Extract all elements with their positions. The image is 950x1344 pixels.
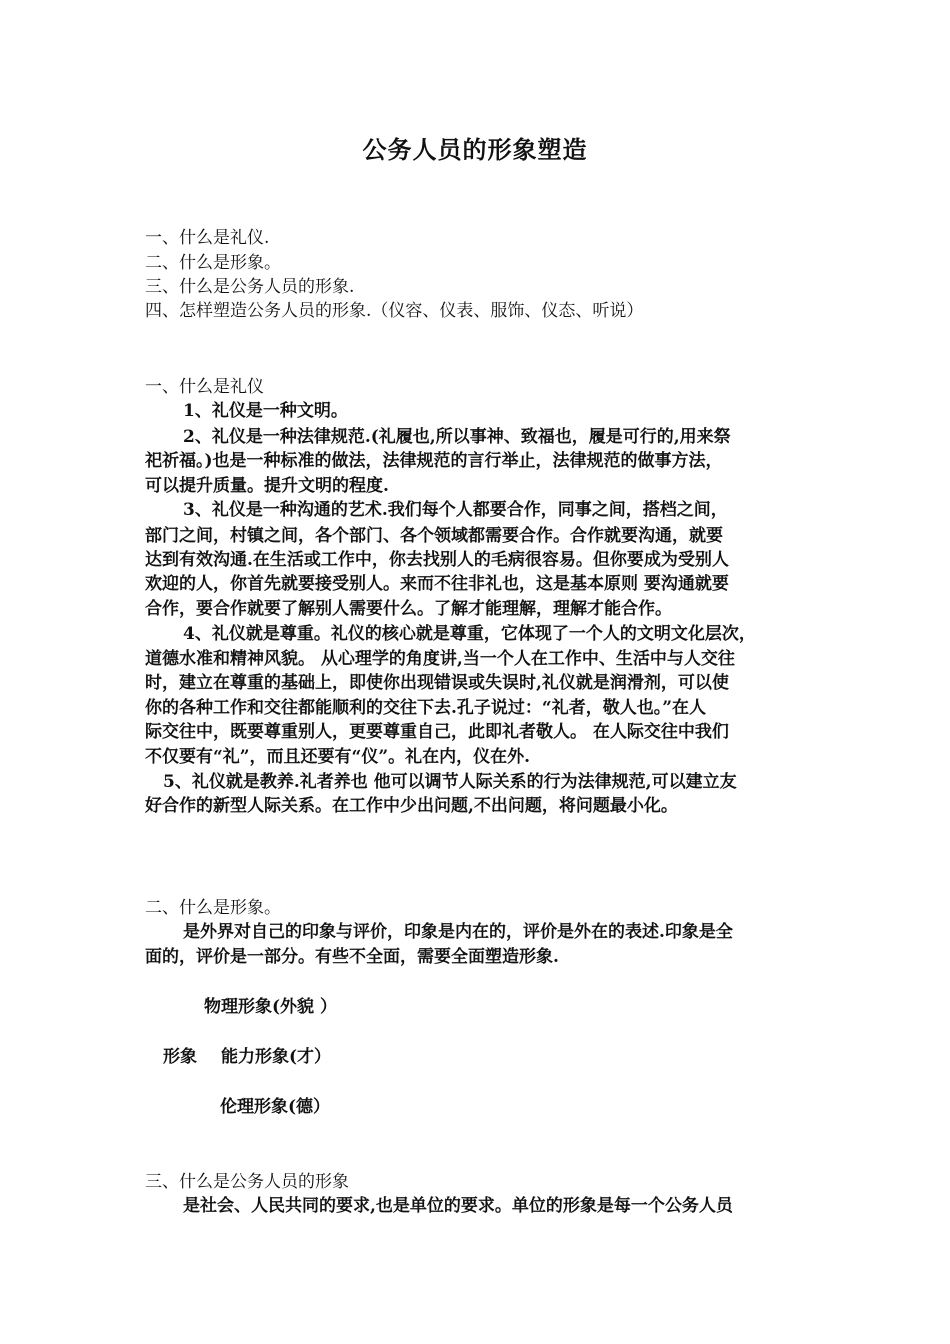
outline-item-2: 二、什么是形象。 bbox=[145, 253, 281, 273]
image-type-ability: 能力形象(才） bbox=[221, 1047, 332, 1067]
section3-heading: 三、什么是公务人员的形象 bbox=[145, 1172, 349, 1192]
document-title: 公务人员的形象塑造 bbox=[362, 135, 588, 164]
section1-line: 欢迎的人，你首先就要接受别人。来而不往非礼也，这是基本原则 要沟通就要 bbox=[145, 574, 729, 594]
section1-line: 3、礼仪是一种沟通的艺术.我们每个人都要合作，同事之间，搭档之间， bbox=[183, 500, 728, 520]
section1-line: 1、礼仪是一种文明。 bbox=[183, 401, 348, 421]
section1-line: 好合作的新型人际关系。在工作中少出问题,不出问题，将问题最小化。 bbox=[145, 796, 678, 816]
section1-line: 2、礼仪是一种法律规范.(礼履也,所以事神、致福也，履是可行的,用来祭 bbox=[183, 427, 731, 447]
section1-line: 时，建立在尊重的基础上，即使你出现错误或失误时,礼仪就是润滑剂，可以使 bbox=[145, 673, 729, 693]
image-type-physical: 物理形象(外貌 ） bbox=[204, 997, 337, 1017]
section1-line: 合作，要合作就要了解别人需要什么。了解才能理解，理解才能合作。 bbox=[145, 599, 672, 619]
section2-line: 是外界对自己的印象与评价，印象是内在的，评价是外在的表述.印象是全 bbox=[183, 922, 733, 942]
section1-line: 可以提升质量。提升文明的程度. bbox=[145, 476, 389, 496]
section1-line: 4、礼仪就是尊重。礼仪的核心就是尊重，它体现了一个人的文明文化层次， bbox=[183, 624, 756, 644]
section2-line: 面的，评价是一部分。有些不全面，需要全面塑造形象. bbox=[145, 947, 559, 967]
outline-item-4: 四、怎样塑造公务人员的形象.（仪容、仪表、服饰、仪态、听说） bbox=[145, 301, 644, 321]
image-type-ethical: 伦理形象(德） bbox=[220, 1097, 331, 1117]
section3-line: 是社会、人民共同的要求,也是单位的要求。单位的形象是每一个公务人员 bbox=[183, 1196, 733, 1216]
section1-line: 部门之间，村镇之间，各个部门、各个领域都需要合作。合作就要沟通，就要 bbox=[145, 526, 723, 546]
section1-line: 你的各种工作和交往都能顺利的交往下去.孔子说过：“礼者，敬人也。”在人 bbox=[145, 698, 706, 718]
section2-heading: 二、什么是形象。 bbox=[145, 898, 281, 918]
section1-heading: 一、什么是礼仪 bbox=[145, 377, 264, 397]
section1-line: 际交往中，既要尊重别人，更要尊重自己，此即礼者敬人。 在人际交往中我们 bbox=[145, 722, 729, 742]
section1-line: 5、礼仪就是教养.礼者养也 他可以调节人际关系的行为法律规范,可以建立友 bbox=[163, 772, 737, 792]
section1-line: 不仅要有“礼”，而且还要有“仪”。礼在内，仪在外. bbox=[145, 747, 531, 767]
section1-line: 道德水准和精神风貌。 从心理学的角度讲,当一个人在工作中、生活中与人交往 bbox=[145, 649, 735, 669]
outline-item-1: 一、什么是礼仪. bbox=[145, 228, 270, 248]
section1-line: 祀祈福。)也是一种标准的做法，法律规范的言行举止，法律规范的做事方法， bbox=[145, 451, 723, 471]
image-label: 形象 bbox=[163, 1047, 197, 1067]
outline-item-3: 三、什么是公务人员的形象. bbox=[145, 277, 355, 297]
section1-line: 达到有效沟通.在生活或工作中，你去找别人的毛病很容易。但你要成为受别人 bbox=[145, 550, 729, 570]
